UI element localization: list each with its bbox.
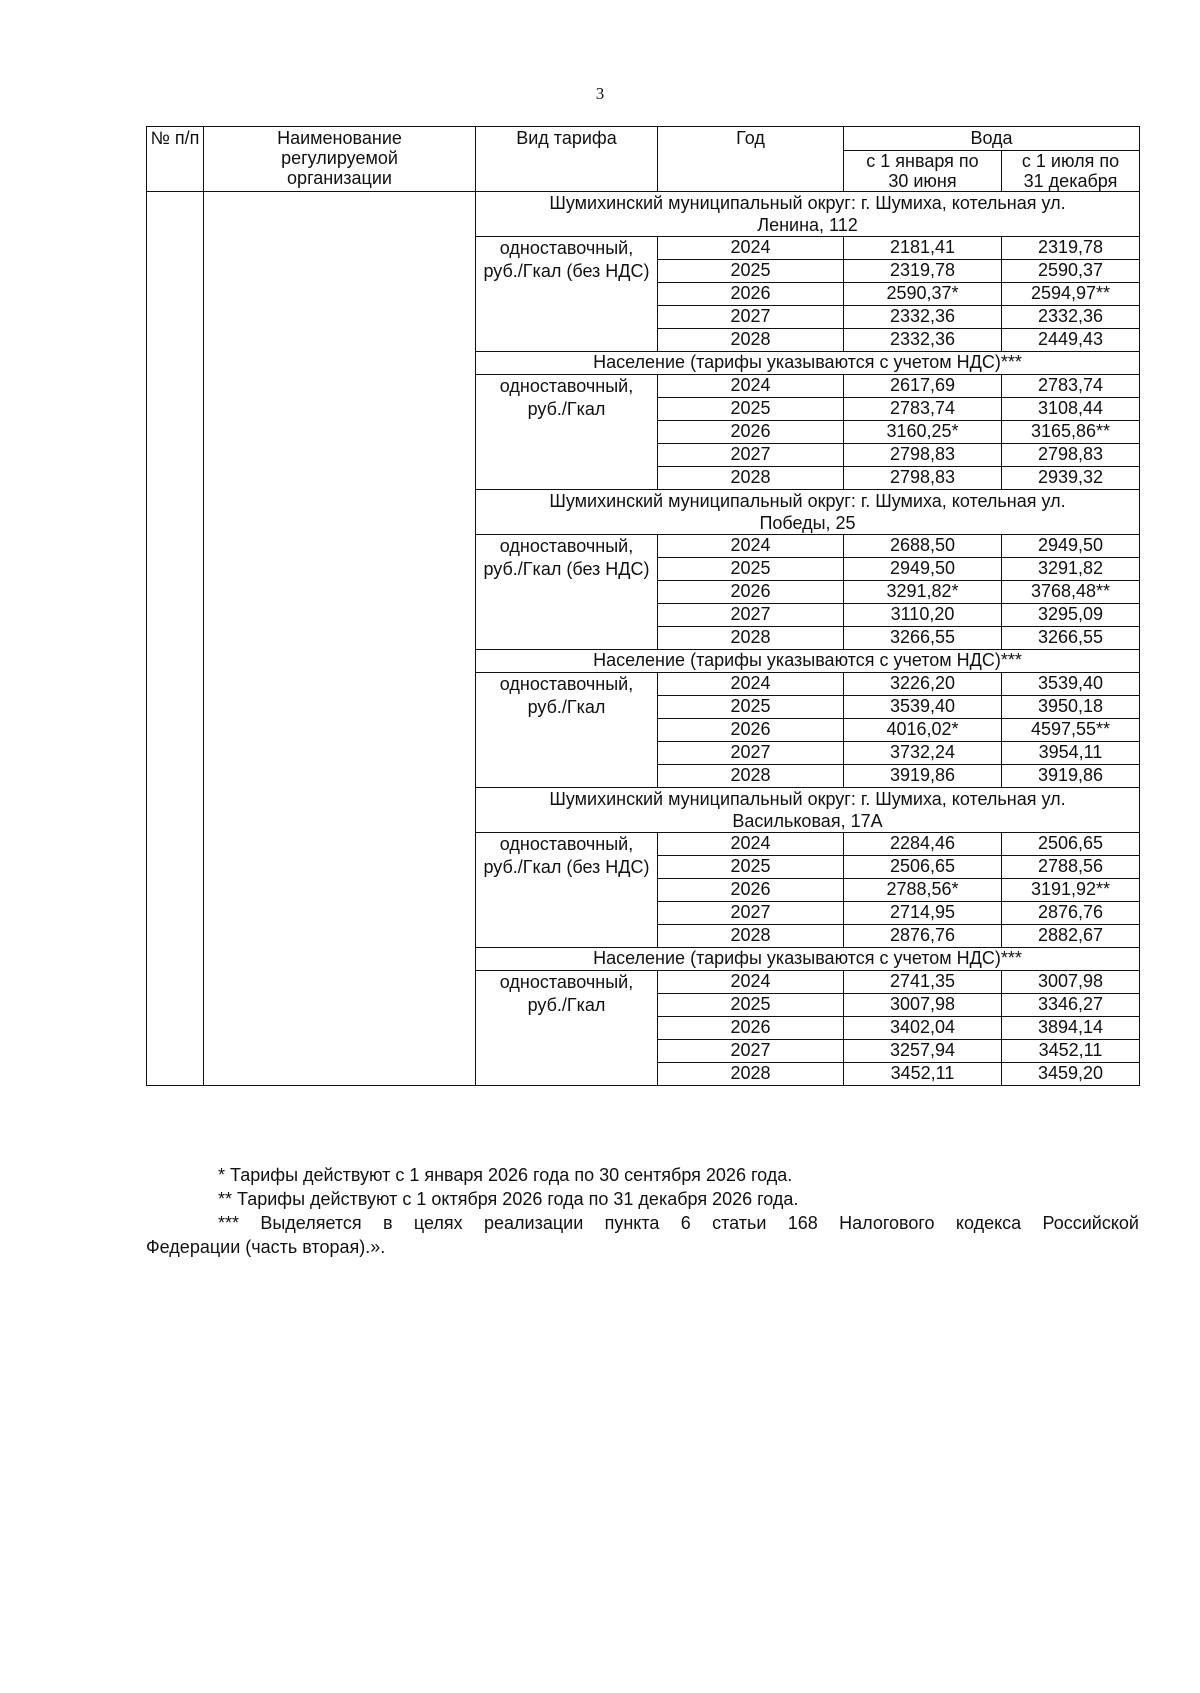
year-cell: 2028 xyxy=(658,467,844,490)
h1-value: 3257,94 xyxy=(844,1040,1002,1063)
h2-value: 2876,76 xyxy=(1002,902,1140,925)
h2-value: 3452,11 xyxy=(1002,1040,1140,1063)
year-cell: 2026 xyxy=(658,879,844,902)
h2-value: 3007,98 xyxy=(1002,971,1140,994)
h2-value: 3954,11 xyxy=(1002,742,1140,765)
h1-value: 2617,69 xyxy=(844,375,1002,398)
header-period-2: с 1 июля по 31 декабря xyxy=(1002,151,1140,192)
year-cell: 2025 xyxy=(658,558,844,581)
h2-value: 3459,20 xyxy=(1002,1063,1140,1086)
h2-value: 3295,09 xyxy=(1002,604,1140,627)
year-cell: 2024 xyxy=(658,833,844,856)
h2-value: 3165,86** xyxy=(1002,421,1140,444)
h1-value: 2332,36 xyxy=(844,329,1002,352)
h1-value: 3160,25* xyxy=(844,421,1002,444)
h1-value: 4016,02* xyxy=(844,719,1002,742)
h1-value: 2506,65 xyxy=(844,856,1002,879)
merged-org-cell xyxy=(204,192,476,1086)
year-cell: 2027 xyxy=(658,444,844,467)
h1-value: 2798,83 xyxy=(844,467,1002,490)
year-cell: 2028 xyxy=(658,925,844,948)
year-cell: 2024 xyxy=(658,971,844,994)
year-cell: 2028 xyxy=(658,627,844,650)
header-water: Вода xyxy=(844,127,1140,151)
h2-value: 2939,32 xyxy=(1002,467,1140,490)
h2-value: 3291,82 xyxy=(1002,558,1140,581)
h1-value: 3452,11 xyxy=(844,1063,1002,1086)
h2-value: 2506,65 xyxy=(1002,833,1140,856)
year-cell: 2027 xyxy=(658,742,844,765)
h1-value: 2590,37* xyxy=(844,283,1002,306)
year-cell: 2024 xyxy=(658,375,844,398)
h2-value: 4597,55** xyxy=(1002,719,1140,742)
year-cell: 2025 xyxy=(658,260,844,283)
year-cell: 2028 xyxy=(658,765,844,788)
year-cell: 2025 xyxy=(658,398,844,421)
header-num: № п/п xyxy=(147,127,204,192)
h1-value: 2788,56* xyxy=(844,879,1002,902)
h2-value: 3950,18 xyxy=(1002,696,1140,719)
footnote-3: *** Выделяется в целях реализации пункта 6 статьи 168 Налогового кодекса Российской xyxy=(218,1213,1139,1233)
h1-value: 2688,50 xyxy=(844,535,1002,558)
h2-value: 2594,97** xyxy=(1002,283,1140,306)
footnotes xyxy=(146,1163,1139,1259)
year-cell: 2027 xyxy=(658,1040,844,1063)
header-type: Вид тарифа xyxy=(476,127,658,192)
section-title: Шумихинский муниципальный округ: г. Шумиха, котельная ул. Ленина, 112 xyxy=(476,192,1140,237)
h2-value: 2449,43 xyxy=(1002,329,1140,352)
h2-value: 3108,44 xyxy=(1002,398,1140,421)
header-org: Наименование регулируемой организации xyxy=(204,127,476,192)
tariff-table-body xyxy=(147,127,1140,1086)
footnote-1: * Тарифы действуют с 1 января 2026 года по 30 сентября 2026 года. xyxy=(218,1165,793,1185)
h2-value: 3894,14 xyxy=(1002,1017,1140,1040)
h2-value: 3266,55 xyxy=(1002,627,1140,650)
h1-value: 2181,41 xyxy=(844,237,1002,260)
year-cell: 2026 xyxy=(658,581,844,604)
section-title: Шумихинский муниципальный округ: г. Шумиха, котельная ул. Победы, 25 xyxy=(476,490,1140,535)
tariff-type: одноставочный, руб./Гкал (без НДС) xyxy=(476,237,658,352)
h1-value: 3539,40 xyxy=(844,696,1002,719)
year-cell: 2027 xyxy=(658,306,844,329)
year-cell: 2026 xyxy=(658,283,844,306)
year-cell: 2026 xyxy=(658,421,844,444)
section-title: Население (тарифы указываются с учетом НДС)*** xyxy=(476,650,1140,673)
h1-value: 3226,20 xyxy=(844,673,1002,696)
year-cell: 2025 xyxy=(658,856,844,879)
h1-value: 3919,86 xyxy=(844,765,1002,788)
h1-value: 2876,76 xyxy=(844,925,1002,948)
h1-value: 3110,20 xyxy=(844,604,1002,627)
h2-value: 2788,56 xyxy=(1002,856,1140,879)
year-cell: 2027 xyxy=(658,902,844,925)
tariff-table xyxy=(146,126,1140,1086)
year-cell: 2024 xyxy=(658,535,844,558)
h2-value: 2319,78 xyxy=(1002,237,1140,260)
year-cell: 2024 xyxy=(658,237,844,260)
h2-value: 3191,92** xyxy=(1002,879,1140,902)
tariff-type: одноставочный, руб./Гкал xyxy=(476,673,658,788)
year-cell: 2026 xyxy=(658,1017,844,1040)
h1-value: 2949,50 xyxy=(844,558,1002,581)
h2-value: 2590,37 xyxy=(1002,260,1140,283)
year-cell: 2027 xyxy=(658,604,844,627)
tariff-type: одноставочный, руб./Гкал xyxy=(476,375,658,490)
section-title: Население (тарифы указываются с учетом НДС)*** xyxy=(476,948,1140,971)
h2-value: 3346,27 xyxy=(1002,994,1140,1017)
h1-value: 3402,04 xyxy=(844,1017,1002,1040)
h2-value: 2332,36 xyxy=(1002,306,1140,329)
h1-value: 3732,24 xyxy=(844,742,1002,765)
footnote-2: ** Тарифы действуют с 1 октября 2026 года по 31 декабря 2026 года. xyxy=(218,1189,799,1209)
tariff-type: одноставочный, руб./Гкал xyxy=(476,971,658,1086)
h2-value: 3539,40 xyxy=(1002,673,1140,696)
merged-num-cell xyxy=(147,192,204,1086)
h1-value: 2332,36 xyxy=(844,306,1002,329)
section-title: Шумихинский муниципальный округ: г. Шумиха, котельная ул. Васильковая, 17А xyxy=(476,788,1140,833)
h1-value: 2319,78 xyxy=(844,260,1002,283)
h1-value: 3291,82* xyxy=(844,581,1002,604)
h2-value: 2882,67 xyxy=(1002,925,1140,948)
tariff-type: одноставочный, руб./Гкал (без НДС) xyxy=(476,535,658,650)
year-cell: 2028 xyxy=(658,1063,844,1086)
header-row-1 xyxy=(147,127,1140,151)
h2-value: 3768,48** xyxy=(1002,581,1140,604)
h1-value: 2284,46 xyxy=(844,833,1002,856)
footnote-3-continued: Федерации (часть вторая).». xyxy=(146,1237,386,1257)
h2-value: 2783,74 xyxy=(1002,375,1140,398)
h1-value: 2783,74 xyxy=(844,398,1002,421)
year-cell: 2028 xyxy=(658,329,844,352)
h1-value: 2714,95 xyxy=(844,902,1002,925)
h1-value: 3007,98 xyxy=(844,994,1002,1017)
year-cell: 2024 xyxy=(658,673,844,696)
h2-value: 3919,86 xyxy=(1002,765,1140,788)
section-title: Население (тарифы указываются с учетом НДС)*** xyxy=(476,352,1140,375)
h1-value: 2798,83 xyxy=(844,444,1002,467)
h1-value: 3266,55 xyxy=(844,627,1002,650)
header-year: Год xyxy=(658,127,844,192)
h1-value: 2741,35 xyxy=(844,971,1002,994)
page-number: 3 xyxy=(595,84,605,103)
year-cell: 2025 xyxy=(658,696,844,719)
h2-value: 2949,50 xyxy=(1002,535,1140,558)
year-cell: 2025 xyxy=(658,994,844,1017)
tariff-type: одноставочный, руб./Гкал (без НДС) xyxy=(476,833,658,948)
h2-value: 2798,83 xyxy=(1002,444,1140,467)
header-period-1: с 1 января по 30 июня xyxy=(844,151,1002,192)
section-title-row xyxy=(147,192,1140,237)
year-cell: 2026 xyxy=(658,719,844,742)
